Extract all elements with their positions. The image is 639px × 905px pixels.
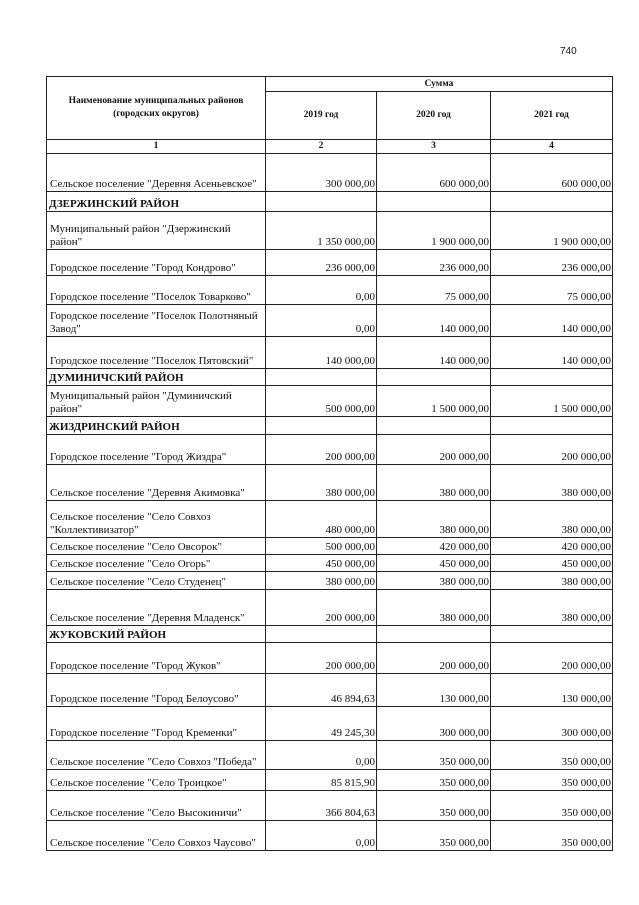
value-2019: 200 000,00 bbox=[266, 435, 377, 465]
value-2020: 450 000,00 bbox=[377, 555, 491, 572]
value-2019: 480 000,00 bbox=[266, 501, 377, 538]
value-2019: 200 000,00 bbox=[266, 643, 377, 674]
value-2021: 350 000,00 bbox=[491, 791, 613, 821]
header-year-2020: 2020 год bbox=[377, 92, 491, 140]
value-2019: 0,00 bbox=[266, 276, 377, 305]
value-2021: 300 000,00 bbox=[491, 707, 613, 741]
table-row bbox=[47, 572, 613, 590]
value-2021: 236 000,00 bbox=[491, 250, 613, 276]
value-2021: 380 000,00 bbox=[491, 572, 613, 590]
value-2021: 380 000,00 bbox=[491, 465, 613, 501]
row-name: Муниципальный район "Думиничский район" bbox=[47, 386, 266, 417]
table-row bbox=[47, 770, 613, 791]
value-2020: 380 000,00 bbox=[377, 501, 491, 538]
value-2021: 600 000,00 bbox=[491, 154, 613, 192]
value-2020: 420 000,00 bbox=[377, 538, 491, 555]
value-2019: 236 000,00 bbox=[266, 250, 377, 276]
table-row bbox=[47, 337, 613, 369]
value-2019: 200 000,00 bbox=[266, 590, 377, 626]
value-2021: 380 000,00 bbox=[491, 590, 613, 626]
value-2019: 1 350 000,00 bbox=[266, 212, 377, 250]
value-2021: 350 000,00 bbox=[491, 741, 613, 770]
row-name: Сельское поселение "Село Огорь" bbox=[47, 555, 266, 572]
row-name: Городское поселение "Поселок Товарково" bbox=[47, 276, 266, 305]
value-2020: 140 000,00 bbox=[377, 337, 491, 369]
row-name: Городское поселение "Город Жиздра" bbox=[47, 435, 266, 465]
table-row bbox=[47, 555, 613, 572]
value-2019: 380 000,00 bbox=[266, 572, 377, 590]
table-row bbox=[47, 212, 613, 250]
value-2020: 350 000,00 bbox=[377, 741, 491, 770]
value-2019: 380 000,00 bbox=[266, 465, 377, 501]
value-2020: 130 000,00 bbox=[377, 674, 491, 707]
section-title: ДЗЕРЖИНСКИЙ РАЙОН bbox=[47, 192, 266, 212]
table-row bbox=[47, 154, 613, 192]
value-2021: 420 000,00 bbox=[491, 538, 613, 555]
value-2021: 380 000,00 bbox=[491, 501, 613, 538]
value-2020: 1 500 000,00 bbox=[377, 386, 491, 417]
column-number: 2 bbox=[266, 140, 377, 154]
value-2021: 350 000,00 bbox=[491, 770, 613, 791]
value-2021: 350 000,00 bbox=[491, 821, 613, 851]
row-name: Городское поселение "Город Кондрово" bbox=[47, 250, 266, 276]
value-2019: 500 000,00 bbox=[266, 386, 377, 417]
header-name-column: Наименование муниципальных районов (городских округов) bbox=[47, 77, 266, 140]
row-name: Сельское поселение "Село Совхоз "Коллективизатор" bbox=[47, 501, 266, 538]
table-row bbox=[47, 538, 613, 555]
value-2019: 0,00 bbox=[266, 305, 377, 337]
column-number: 3 bbox=[377, 140, 491, 154]
row-name: Сельское поселение "Деревня Асеньевское" bbox=[47, 154, 266, 192]
table-row bbox=[47, 821, 613, 851]
table-row bbox=[47, 590, 613, 626]
value-2021: 200 000,00 bbox=[491, 435, 613, 465]
table-row bbox=[47, 465, 613, 501]
table-row bbox=[47, 707, 613, 741]
value-2019: 49 245,30 bbox=[266, 707, 377, 741]
value-2020: 75 000,00 bbox=[377, 276, 491, 305]
table-row bbox=[47, 643, 613, 674]
row-name: Сельское поселение "Село Овсорок" bbox=[47, 538, 266, 555]
value-2021: 1 500 000,00 bbox=[491, 386, 613, 417]
header-year-2021: 2021 год bbox=[491, 92, 613, 140]
section-title: ЖИЗДРИНСКИЙ РАЙОН bbox=[47, 417, 266, 435]
table-row bbox=[47, 674, 613, 707]
value-2020: 380 000,00 bbox=[377, 590, 491, 626]
value-2021: 1 900 000,00 bbox=[491, 212, 613, 250]
row-name: Муниципальный район "Дзержинский район" bbox=[47, 212, 266, 250]
value-2021: 140 000,00 bbox=[491, 337, 613, 369]
row-name: Сельское поселение "Село Троицкое" bbox=[47, 770, 266, 791]
row-name: Сельское поселение "Село Студенец" bbox=[47, 572, 266, 590]
value-2020: 140 000,00 bbox=[377, 305, 491, 337]
value-2019: 46 894,63 bbox=[266, 674, 377, 707]
row-name: Городское поселение "Поселок Пятовский" bbox=[47, 337, 266, 369]
row-name: Сельское поселение "Село Совхоз Чаусово" bbox=[47, 821, 266, 851]
table-row bbox=[47, 501, 613, 538]
value-2020: 200 000,00 bbox=[377, 435, 491, 465]
value-2021: 450 000,00 bbox=[491, 555, 613, 572]
value-2019: 0,00 bbox=[266, 821, 377, 851]
section-title: ЖУКОВСКИЙ РАЙОН bbox=[47, 626, 266, 643]
value-2020: 200 000,00 bbox=[377, 643, 491, 674]
row-name: Сельское поселение "Село Высокиничи" bbox=[47, 791, 266, 821]
table-row bbox=[47, 250, 613, 276]
table-row bbox=[47, 305, 613, 337]
column-number: 4 bbox=[491, 140, 613, 154]
page-number: 740 bbox=[560, 46, 577, 57]
table-row bbox=[47, 386, 613, 417]
value-2019: 300 000,00 bbox=[266, 154, 377, 192]
value-2019: 0,00 bbox=[266, 741, 377, 770]
table-row bbox=[47, 435, 613, 465]
table-row bbox=[47, 791, 613, 821]
table-row bbox=[47, 741, 613, 770]
section-row bbox=[47, 626, 613, 643]
value-2020: 350 000,00 bbox=[377, 821, 491, 851]
value-2020: 380 000,00 bbox=[377, 465, 491, 501]
value-2021: 75 000,00 bbox=[491, 276, 613, 305]
value-2019: 500 000,00 bbox=[266, 538, 377, 555]
value-2021: 200 000,00 bbox=[491, 643, 613, 674]
row-name: Сельское поселение "Село Совхоз "Победа" bbox=[47, 741, 266, 770]
row-name: Городское поселение "Поселок Полотняный Завод" bbox=[47, 305, 266, 337]
header-year-2019: 2019 год bbox=[266, 92, 377, 140]
value-2019: 450 000,00 bbox=[266, 555, 377, 572]
value-2020: 350 000,00 bbox=[377, 791, 491, 821]
row-name: Городское поселение "Город Кременки" bbox=[47, 707, 266, 741]
value-2019: 140 000,00 bbox=[266, 337, 377, 369]
value-2020: 1 900 000,00 bbox=[377, 212, 491, 250]
table-row bbox=[47, 276, 613, 305]
value-2020: 236 000,00 bbox=[377, 250, 491, 276]
value-2019: 85 815,90 bbox=[266, 770, 377, 791]
budget-table bbox=[46, 76, 613, 851]
section-row bbox=[47, 369, 613, 386]
row-name: Сельское поселение "Деревня Акимовка" bbox=[47, 465, 266, 501]
section-row bbox=[47, 192, 613, 212]
value-2020: 350 000,00 bbox=[377, 770, 491, 791]
value-2020: 600 000,00 bbox=[377, 154, 491, 192]
row-name: Сельское поселение "Деревня Младенск" bbox=[47, 590, 266, 626]
section-title: ДУМИНИЧСКИЙ РАЙОН bbox=[47, 369, 266, 386]
header-sum: Сумма bbox=[266, 77, 613, 92]
section-row bbox=[47, 417, 613, 435]
value-2021: 130 000,00 bbox=[491, 674, 613, 707]
value-2021: 140 000,00 bbox=[491, 305, 613, 337]
value-2020: 380 000,00 bbox=[377, 572, 491, 590]
column-number: 1 bbox=[47, 140, 266, 154]
row-name: Городское поселение "Город Жуков" bbox=[47, 643, 266, 674]
row-name: Городское поселение "Город Белоусово" bbox=[47, 674, 266, 707]
value-2019: 366 804,63 bbox=[266, 791, 377, 821]
value-2020: 300 000,00 bbox=[377, 707, 491, 741]
